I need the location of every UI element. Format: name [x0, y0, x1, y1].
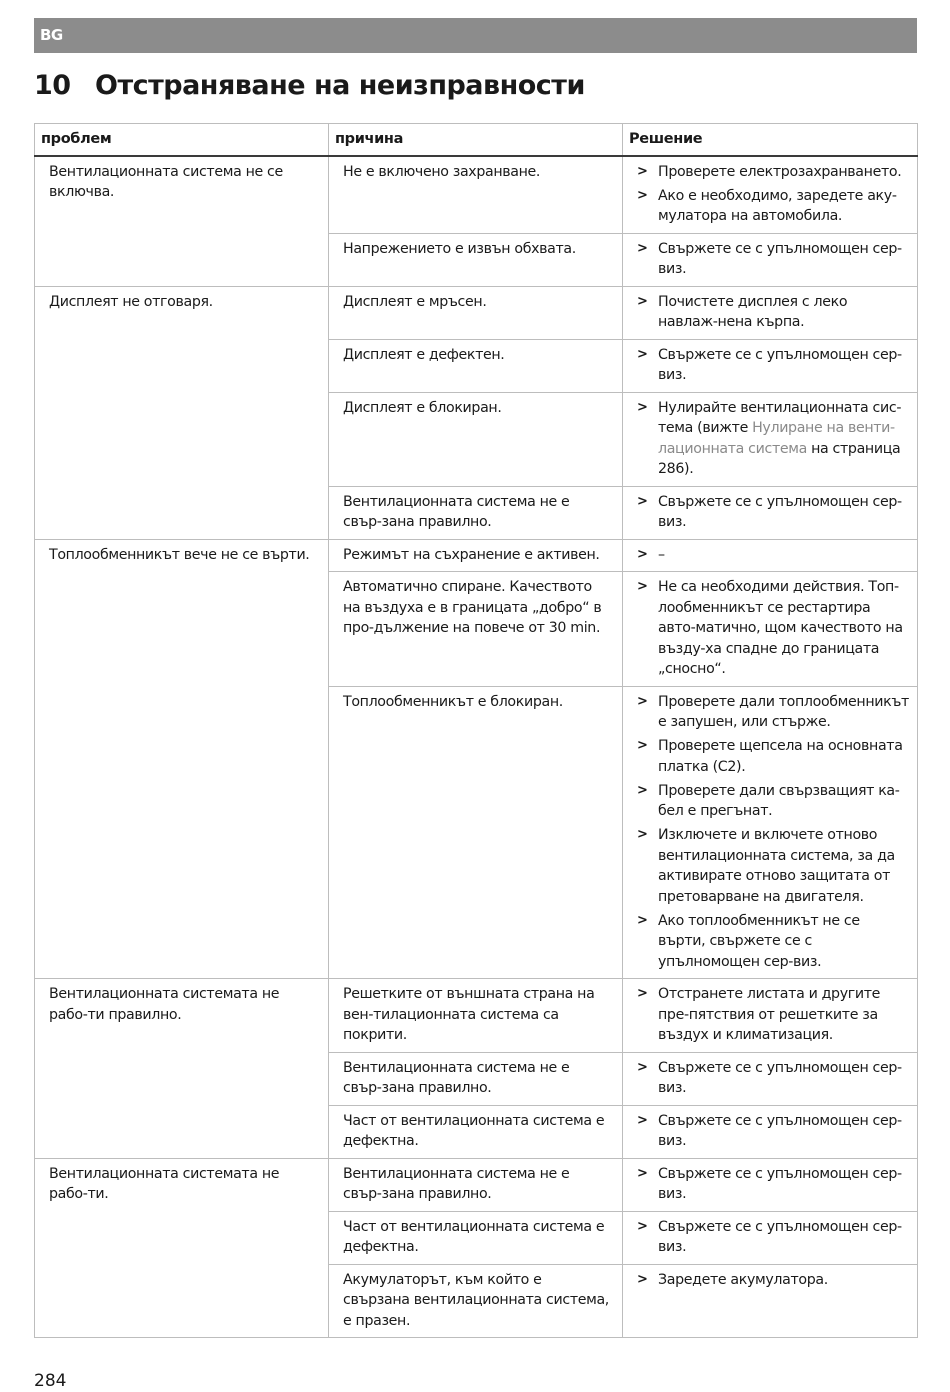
solution-text: Изключете и включете отново вентилационната система, за да активирате отново защитата от претоварване на двигателя. [658, 827, 895, 905]
solution-cell [623, 979, 918, 1053]
solution-item [636, 692, 909, 733]
cause-text: Топлообменникът е блокиран. [343, 693, 563, 710]
cause-cell [329, 392, 623, 486]
cause-text: Акумулаторът, към който е свързана вентилационната система, е празен. [343, 1271, 609, 1329]
solution-text: Свържете се с упълномощен сер-виз. [658, 1112, 902, 1149]
problem-cell [35, 539, 329, 979]
table-body [35, 156, 918, 1338]
cause-text: Дисплеят е блокиран. [343, 399, 502, 416]
solution-cell [623, 233, 918, 286]
cause-text: Напрежението е извън обхвата. [343, 240, 576, 257]
chevron-right-icon: > [637, 187, 648, 203]
solution-text: Свържете се с упълномощен сер-виз. [658, 346, 902, 383]
chevron-right-icon: > [637, 240, 648, 256]
cause-text: Част от вентилационната система е дефектна. [343, 1218, 605, 1255]
solution-item [636, 292, 909, 333]
cause-cell [329, 233, 623, 286]
solution-item [636, 1111, 909, 1152]
chevron-right-icon: > [637, 986, 648, 1001]
table-row [35, 286, 918, 339]
section-title: Отстраняване на неизправности [95, 70, 585, 101]
solution-cell [623, 1211, 918, 1264]
cause-text: Вентилационната система не е свър-зана правилно. [343, 1059, 570, 1096]
chevron-right-icon: > [637, 738, 648, 753]
chevron-right-icon: > [637, 579, 648, 594]
header-problem: проблем [35, 124, 329, 156]
solution-list [636, 545, 909, 566]
table-row [35, 1158, 918, 1211]
solution-text: Свържете се с упълномощен сер-виз. [658, 1059, 902, 1096]
solution-list [636, 345, 909, 386]
cause-text: Вентилационната система не е свър-зана правилно. [343, 493, 570, 530]
solution-list [636, 239, 909, 280]
solution-cell [623, 539, 918, 572]
solution-text: Не са необходими действия. Топ-лообменникът се рестартира авто-матично, щом качеството на възду-ха спадне до границата „сносно“. [658, 579, 903, 677]
cause-cell [329, 1158, 623, 1211]
solution-text: – [658, 546, 665, 563]
solution-list [636, 292, 909, 333]
solution-list [636, 1270, 909, 1291]
chevron-right-icon: > [637, 693, 648, 709]
chevron-right-icon: > [637, 163, 648, 179]
solution-list [636, 1164, 909, 1205]
solution-text: Ако топлообменникът не се върти, свържете се с упълномощен сер-виз. [658, 912, 860, 970]
cause-text: Дисплеят е дефектен. [343, 346, 505, 363]
section-heading [34, 66, 585, 106]
solution-item [636, 1164, 909, 1205]
solution-text: Проверете електрозахранването. [658, 163, 902, 180]
cause-cell [329, 979, 623, 1053]
problem-text: Вентилационната системата не рабо-ти. [49, 1165, 280, 1202]
solution-item [636, 911, 909, 973]
cross-reference-link[interactable]: Нулиране на венти-лационната система [658, 420, 895, 457]
solution-list [636, 492, 909, 533]
table-row [35, 979, 918, 1053]
problem-text: Вентилационната системата не рабо-ти правилно. [49, 986, 280, 1023]
cause-text: Не е включено захранване. [343, 163, 541, 180]
solution-item [636, 545, 909, 566]
chevron-right-icon: > [637, 1218, 648, 1234]
cause-cell [329, 286, 623, 339]
chevron-right-icon: > [637, 346, 648, 362]
cause-cell [329, 1264, 623, 1338]
chevron-right-icon: > [637, 782, 648, 798]
cause-cell [329, 1211, 623, 1264]
problem-cell [35, 979, 329, 1159]
solution-cell [623, 339, 918, 392]
chevron-right-icon: > [637, 1165, 648, 1181]
solution-cell [623, 1158, 918, 1211]
solution-text: Свържете се с упълномощен сер-виз. [658, 240, 902, 277]
cause-cell [329, 686, 623, 979]
solution-text: Проверете дали топлообменникът е запушен, или стърже. [658, 693, 909, 730]
solution-item [636, 186, 909, 227]
problem-cell [35, 1158, 329, 1338]
cause-text: Режимът на съхранение е активен. [343, 546, 600, 563]
solution-text: Проверете дали свързващият ка-бел е прегънат. [658, 782, 900, 819]
solution-cell [623, 486, 918, 539]
solution-text: Свържете се с упълномощен сер-виз. [658, 1218, 902, 1255]
problem-text: Вентилационната система не се включва. [49, 163, 283, 200]
troubleshooting-table [34, 123, 918, 1338]
problem-text: Топлообменникът вече не се върти. [49, 546, 310, 563]
solution-cell [623, 686, 918, 979]
language-tag-bar [34, 18, 917, 53]
problem-text: Дисплеят не отговаря. [49, 293, 213, 310]
solution-item [636, 239, 909, 280]
solution-list [636, 398, 909, 480]
cause-cell [329, 1105, 623, 1158]
solution-list [636, 984, 909, 1046]
solution-item [636, 1058, 909, 1099]
problem-cell [35, 286, 329, 539]
solution-item [636, 398, 909, 480]
chevron-right-icon: > [637, 1112, 648, 1128]
solution-text: Свържете се с упълномощен сер-виз. [658, 1165, 902, 1202]
solution-list [636, 692, 909, 973]
section-number: 10 [34, 70, 71, 101]
chevron-right-icon: > [637, 912, 648, 928]
header-solution: Решение [623, 124, 918, 156]
solution-item [636, 736, 909, 777]
solution-item [636, 1270, 909, 1291]
solution-cell [623, 572, 918, 687]
cause-text: Вентилационната система не е свър-зана правилно. [343, 1165, 570, 1202]
chevron-right-icon: > [637, 1059, 648, 1075]
cause-cell [329, 539, 623, 572]
chevron-right-icon: > [637, 293, 648, 309]
solution-text: Нулирайте вентилационната сис-тема (вижте [658, 399, 902, 436]
cause-text: Дисплеят е мръсен. [343, 293, 487, 310]
solution-item [636, 492, 909, 533]
solution-cell [623, 156, 918, 234]
solution-text: Проверете щепсела на основната платка (C2). [658, 738, 903, 775]
chevron-right-icon: > [637, 399, 648, 415]
cause-text: Автоматично спиране. Качеството на въздуха е в границата „добро“ в про-дължение на повече от 30 min. [343, 579, 602, 636]
page-number: 284 [34, 1371, 67, 1391]
chevron-right-icon: > [637, 1271, 648, 1287]
solution-cell [623, 392, 918, 486]
cause-text: Решетките от външната страна на вен-тилационната система са покрити. [343, 986, 595, 1043]
cause-cell [329, 156, 623, 234]
solution-text: Свържете се с упълномощен сер-виз. [658, 493, 902, 530]
problem-cell [35, 156, 329, 287]
cause-cell [329, 1052, 623, 1105]
solution-item [636, 1217, 909, 1258]
chevron-right-icon: > [637, 493, 648, 509]
chevron-right-icon: > [637, 546, 648, 562]
chevron-right-icon: > [637, 827, 648, 842]
cause-cell [329, 572, 623, 687]
solution-cell [623, 1105, 918, 1158]
solution-cell [623, 1052, 918, 1105]
solution-cell [623, 1264, 918, 1338]
solution-item [636, 984, 909, 1046]
table-header-row [35, 124, 918, 156]
solution-item [636, 577, 909, 680]
solution-text: на страница 286). [658, 440, 901, 477]
language-tag: BG [40, 26, 63, 44]
solution-list [636, 162, 909, 227]
solution-item [636, 345, 909, 386]
header-cause: причина [329, 124, 623, 156]
solution-text: Ако е необходимо, заредете аку-мулатора на автомобила. [658, 187, 897, 224]
solution-cell [623, 286, 918, 339]
solution-text: Почистете дисплея с леко навлаж-нена кърпа. [658, 293, 848, 330]
table-row [35, 156, 918, 234]
solution-text: Заредете акумулатора. [658, 1271, 828, 1288]
solution-item [636, 162, 909, 183]
solution-list [636, 1058, 909, 1099]
solution-list [636, 1217, 909, 1258]
solution-text: Отстранете листата и другите пре-пятствия от решетките за въздух и климатизация. [658, 986, 881, 1043]
solution-item [636, 781, 909, 822]
table-row [35, 539, 918, 572]
solution-item [636, 825, 909, 907]
solution-list [636, 577, 909, 680]
cause-cell [329, 486, 623, 539]
solution-list [636, 1111, 909, 1152]
cause-text: Част от вентилационната система е дефектна. [343, 1112, 605, 1149]
cause-cell [329, 339, 623, 392]
